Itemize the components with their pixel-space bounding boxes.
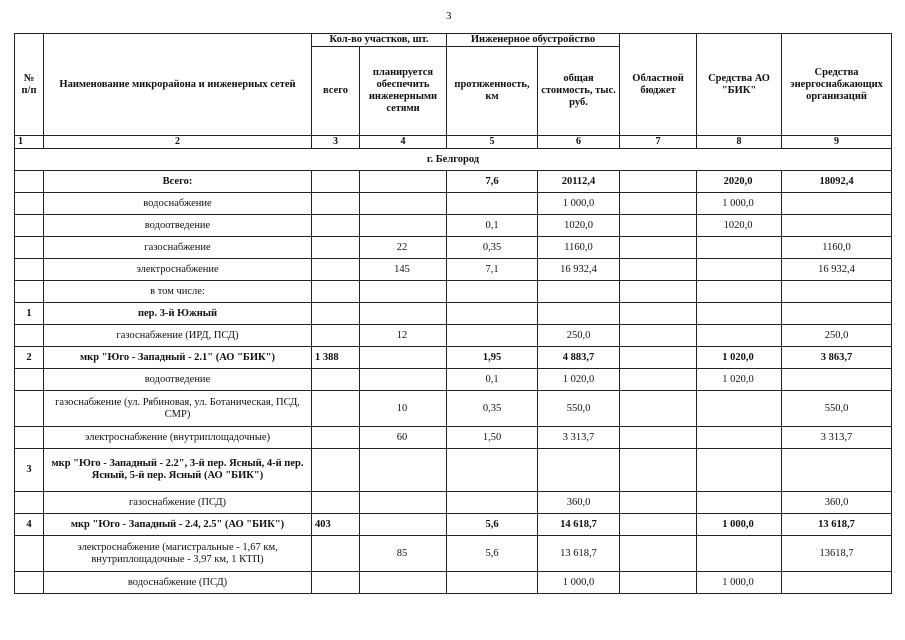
- row-name: Всего:: [44, 171, 312, 193]
- bik-funds: [697, 492, 782, 514]
- bik-funds: [697, 449, 782, 492]
- table-row: [15, 449, 892, 492]
- table-row: [15, 303, 892, 325]
- row-name: электроснабжение: [44, 259, 312, 281]
- energy-funds: 550,0: [782, 391, 892, 427]
- row-number: [15, 536, 44, 572]
- energy-funds: [782, 215, 892, 237]
- network-length: 7,1: [447, 259, 538, 281]
- city-name: г. Белгород: [15, 149, 892, 171]
- table-row: [15, 259, 892, 281]
- bik-funds: [697, 259, 782, 281]
- table-row: [15, 492, 892, 514]
- table-row: [15, 281, 892, 303]
- row-number: [15, 193, 44, 215]
- row-name: мкр "Юго - Западный - 2.4, 2.5" (АО "БИК"): [44, 514, 312, 536]
- row-name: водоснабжение (ПСД): [44, 572, 312, 594]
- total-cost: 20112,4: [538, 171, 620, 193]
- city-row: [15, 149, 892, 171]
- budget-table: [14, 33, 892, 594]
- table-row: [15, 369, 892, 391]
- row-name: пер. 3-й Южный: [44, 303, 312, 325]
- table-row: [15, 215, 892, 237]
- regional-budget: [620, 492, 697, 514]
- plots-total: [312, 391, 360, 427]
- total-cost: 14 618,7: [538, 514, 620, 536]
- regional-budget: [620, 215, 697, 237]
- row-number: [15, 391, 44, 427]
- network-length: 7,6: [447, 171, 538, 193]
- row-number: 3: [15, 449, 44, 492]
- table-row: [15, 536, 892, 572]
- column-number: 8: [697, 136, 782, 149]
- energy-funds: 13618,7: [782, 536, 892, 572]
- row-number: [15, 237, 44, 259]
- network-length: 0,35: [447, 237, 538, 259]
- table-row: [15, 347, 892, 369]
- plots-planned: 145: [360, 259, 447, 281]
- network-length: 5,6: [447, 514, 538, 536]
- plots-planned: [360, 281, 447, 303]
- total-cost: 360,0: [538, 492, 620, 514]
- bik-funds: [697, 281, 782, 303]
- energy-funds: [782, 369, 892, 391]
- total-cost: 16 932,4: [538, 259, 620, 281]
- column-number: 4: [360, 136, 447, 149]
- network-length: 1,95: [447, 347, 538, 369]
- plots-total: 1 388: [312, 347, 360, 369]
- bik-funds: 1 020,0: [697, 369, 782, 391]
- network-length: 0,35: [447, 391, 538, 427]
- plots-total: [312, 259, 360, 281]
- header-plots-total: всего: [312, 47, 360, 136]
- plots-total: 403: [312, 514, 360, 536]
- plots-planned: [360, 492, 447, 514]
- header-regional-budget: Областной бюджет: [620, 34, 697, 136]
- row-number: [15, 171, 44, 193]
- total-cost: [538, 303, 620, 325]
- bik-funds: 1 000,0: [697, 572, 782, 594]
- total-cost: 1 000,0: [538, 193, 620, 215]
- plots-total: [312, 572, 360, 594]
- network-length: 1,50: [447, 427, 538, 449]
- network-length: [447, 303, 538, 325]
- bik-funds: [697, 536, 782, 572]
- regional-budget: [620, 193, 697, 215]
- plots-planned: [360, 572, 447, 594]
- header-bik-funds: Средства АО "БИК": [697, 34, 782, 136]
- row-number: [15, 281, 44, 303]
- plots-planned: [360, 514, 447, 536]
- table-row: [15, 427, 892, 449]
- row-name: электроснабжение (внутриплощадочные): [44, 427, 312, 449]
- regional-budget: [620, 369, 697, 391]
- plots-planned: [360, 369, 447, 391]
- regional-budget: [620, 347, 697, 369]
- bik-funds: 1020,0: [697, 215, 782, 237]
- regional-budget: [620, 303, 697, 325]
- plots-planned: [360, 303, 447, 325]
- regional-budget: [620, 391, 697, 427]
- row-name: электроснабжение (магистральные - 1,67 км, внутриплощадочные - 3,97 км, 1 КТП): [44, 536, 312, 572]
- column-number: 7: [620, 136, 697, 149]
- column-number-row: [15, 136, 892, 149]
- column-number: 6: [538, 136, 620, 149]
- plots-total: [312, 237, 360, 259]
- plots-planned: [360, 215, 447, 237]
- row-name: мкр "Юго - Западный - 2.2", 3-й пер. Ясный, 4-й пер. Ясный, 5-й пер. Ясный (АО "БИК"): [44, 449, 312, 492]
- column-number: 1: [15, 136, 44, 149]
- column-number: 3: [312, 136, 360, 149]
- table-row: [15, 171, 892, 193]
- row-number: 1: [15, 303, 44, 325]
- plots-total: [312, 303, 360, 325]
- total-cost: 13 618,7: [538, 536, 620, 572]
- bik-funds: 1 020,0: [697, 347, 782, 369]
- energy-funds: [782, 281, 892, 303]
- bik-funds: [697, 391, 782, 427]
- network-length: [447, 281, 538, 303]
- row-name: водоотведение: [44, 215, 312, 237]
- row-name: мкр "Юго - Западный - 2.1" (АО "БИК"): [44, 347, 312, 369]
- plots-planned: 60: [360, 427, 447, 449]
- row-name: водоснабжение: [44, 193, 312, 215]
- regional-budget: [620, 449, 697, 492]
- row-number: [15, 259, 44, 281]
- header-cost: общая стоимость, тыс. руб.: [538, 47, 620, 136]
- row-number: 4: [15, 514, 44, 536]
- network-length: 0,1: [447, 215, 538, 237]
- energy-funds: 13 618,7: [782, 514, 892, 536]
- plots-total: [312, 193, 360, 215]
- bik-funds: [697, 237, 782, 259]
- total-cost: [538, 281, 620, 303]
- total-cost: 1 000,0: [538, 572, 620, 594]
- row-number: [15, 492, 44, 514]
- network-length: [447, 449, 538, 492]
- row-number: [15, 215, 44, 237]
- regional-budget: [620, 237, 697, 259]
- regional-budget: [620, 514, 697, 536]
- network-length: 0,1: [447, 369, 538, 391]
- network-length: 5,6: [447, 536, 538, 572]
- page-number: 3: [446, 10, 452, 22]
- column-number: 5: [447, 136, 538, 149]
- energy-funds: 3 313,7: [782, 427, 892, 449]
- bik-funds: 2020,0: [697, 171, 782, 193]
- plots-total: [312, 492, 360, 514]
- plots-total: [312, 215, 360, 237]
- plots-planned: 10: [360, 391, 447, 427]
- row-number: [15, 572, 44, 594]
- row-name: в том числе:: [44, 281, 312, 303]
- table-row: [15, 237, 892, 259]
- plots-total: [312, 427, 360, 449]
- plots-planned: 85: [360, 536, 447, 572]
- network-length: [447, 193, 538, 215]
- row-name: газоснабжение (ИРД, ПСД): [44, 325, 312, 347]
- header-plots-group: Кол-во участков, шт.: [312, 34, 447, 47]
- row-name: газоснабжение: [44, 237, 312, 259]
- header-num: № п/п: [15, 34, 44, 136]
- plots-total: [312, 281, 360, 303]
- total-cost: [538, 449, 620, 492]
- network-length: [447, 572, 538, 594]
- energy-funds: 360,0: [782, 492, 892, 514]
- plots-planned: 12: [360, 325, 447, 347]
- table-row: [15, 325, 892, 347]
- bik-funds: [697, 303, 782, 325]
- bik-funds: 1 000,0: [697, 193, 782, 215]
- header-name: Наименование микрорайона и инженерных сетей: [44, 34, 312, 136]
- row-number: [15, 325, 44, 347]
- table-row: [15, 572, 892, 594]
- plots-planned: 22: [360, 237, 447, 259]
- row-number: [15, 369, 44, 391]
- energy-funds: 18092,4: [782, 171, 892, 193]
- plots-planned: [360, 193, 447, 215]
- total-cost: 1160,0: [538, 237, 620, 259]
- header-energy-funds: Средства энергоснабжающих организаций: [782, 34, 892, 136]
- header-length: протяженность, км: [447, 47, 538, 136]
- plots-total: [312, 325, 360, 347]
- total-cost: 1 020,0: [538, 369, 620, 391]
- plots-total: [312, 536, 360, 572]
- total-cost: 4 883,7: [538, 347, 620, 369]
- energy-funds: [782, 572, 892, 594]
- regional-budget: [620, 427, 697, 449]
- energy-funds: 3 863,7: [782, 347, 892, 369]
- header-engineering-group: Инженерное обустройство: [447, 34, 620, 47]
- plots-total: [312, 171, 360, 193]
- table-row: [15, 193, 892, 215]
- row-name: газоснабжение (ул. Рябиновая, ул. Ботаническая, ПСД, СМР): [44, 391, 312, 427]
- column-number: 2: [44, 136, 312, 149]
- row-name: газоснабжение (ПСД): [44, 492, 312, 514]
- plots-total: [312, 449, 360, 492]
- total-cost: 1020,0: [538, 215, 620, 237]
- regional-budget: [620, 325, 697, 347]
- row-name: водоотведение: [44, 369, 312, 391]
- energy-funds: [782, 303, 892, 325]
- plots-planned: [360, 347, 447, 369]
- energy-funds: [782, 193, 892, 215]
- total-cost: 3 313,7: [538, 427, 620, 449]
- plots-planned: [360, 171, 447, 193]
- regional-budget: [620, 259, 697, 281]
- energy-funds: 250,0: [782, 325, 892, 347]
- plots-planned: [360, 449, 447, 492]
- regional-budget: [620, 281, 697, 303]
- row-number: [15, 427, 44, 449]
- table-row: [15, 514, 892, 536]
- network-length: [447, 325, 538, 347]
- total-cost: 250,0: [538, 325, 620, 347]
- table-row: [15, 391, 892, 427]
- bik-funds: 1 000,0: [697, 514, 782, 536]
- regional-budget: [620, 171, 697, 193]
- header-plots-planned: планируется обеспечить инженерными сетями: [360, 47, 447, 136]
- regional-budget: [620, 536, 697, 572]
- total-cost: 550,0: [538, 391, 620, 427]
- row-number: 2: [15, 347, 44, 369]
- energy-funds: 1160,0: [782, 237, 892, 259]
- energy-funds: [782, 449, 892, 492]
- energy-funds: 16 932,4: [782, 259, 892, 281]
- bik-funds: [697, 325, 782, 347]
- bik-funds: [697, 427, 782, 449]
- plots-total: [312, 369, 360, 391]
- network-length: [447, 492, 538, 514]
- column-number: 9: [782, 136, 892, 149]
- regional-budget: [620, 572, 697, 594]
